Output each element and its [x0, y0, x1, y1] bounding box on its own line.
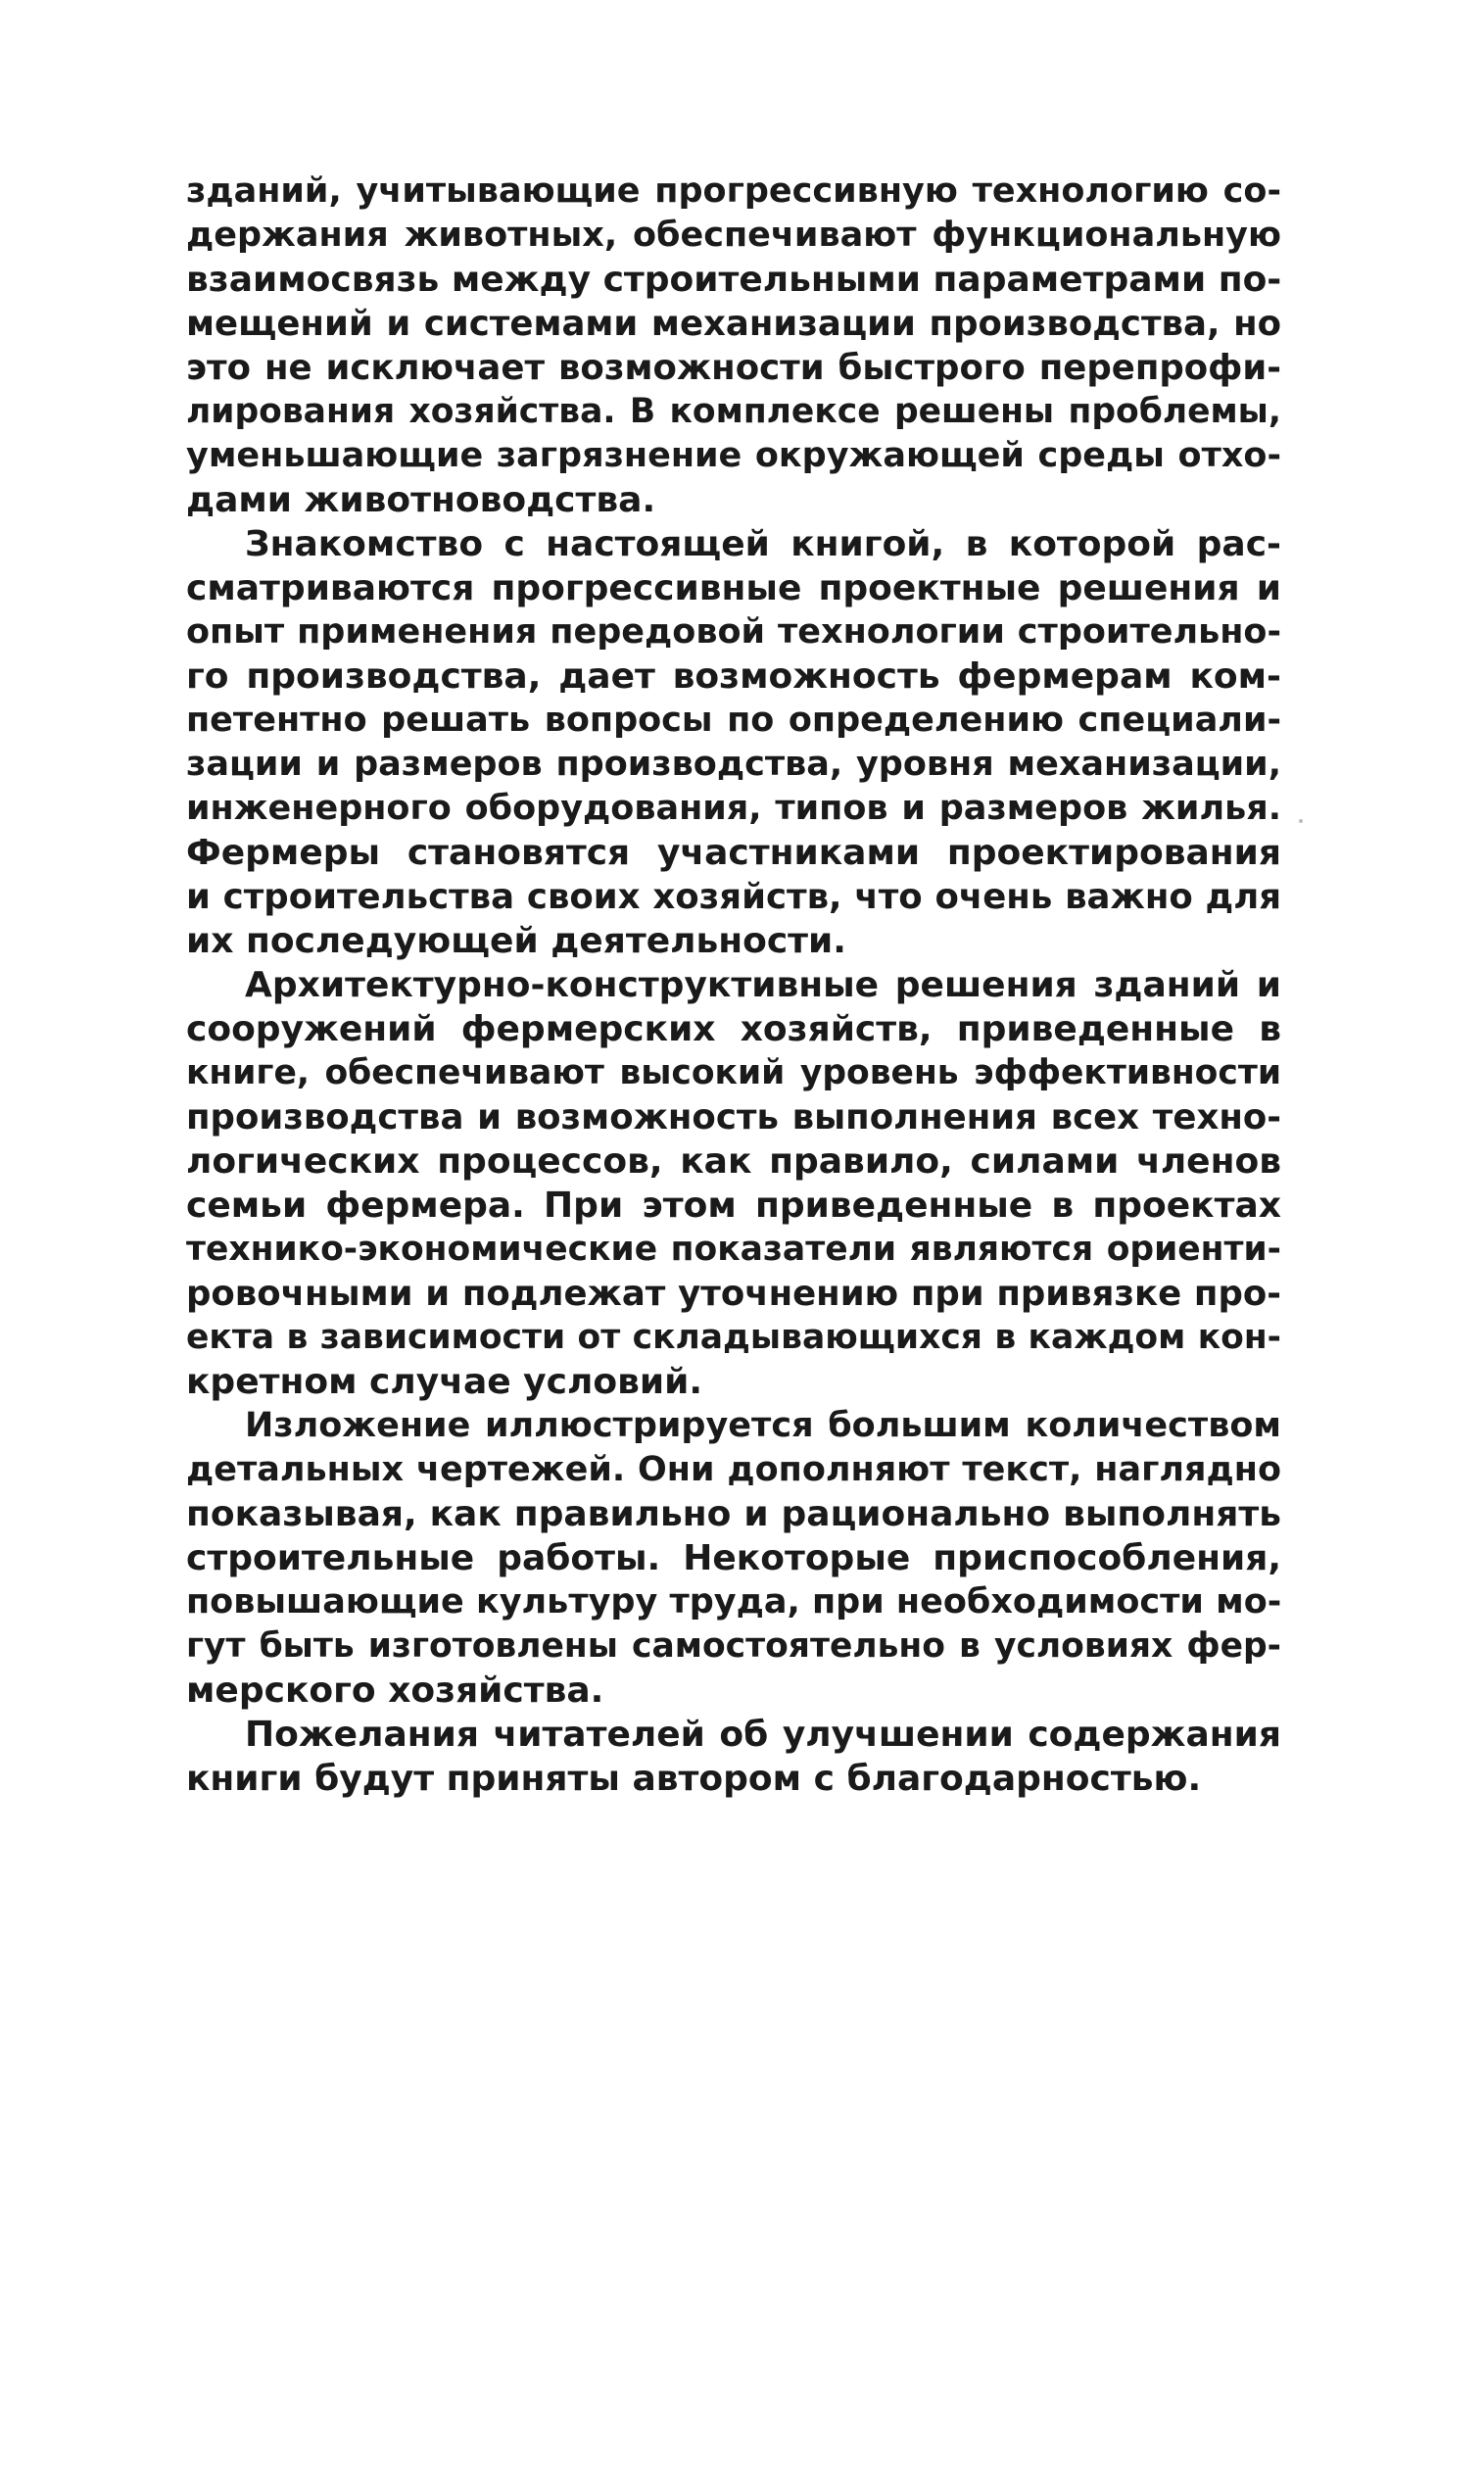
text-line: инженерного оборудования, типов и размеров жилья. [186, 789, 1281, 828]
text-line: сооружений фермерских хозяйств, приведенные в [186, 1009, 1281, 1049]
scan-speck [1299, 819, 1303, 823]
text-line: ровочными и подлежат уточнению при привязке про- [186, 1274, 1281, 1314]
text-line: дами животноводства. [186, 480, 656, 520]
paragraph-4 [186, 1404, 1281, 1713]
text-line: и строительства своих хозяйств, что очень важно для [186, 877, 1281, 917]
text-line: мерского хозяйства. [186, 1670, 604, 1711]
paragraph-1 [186, 169, 1281, 522]
text-line: мещений и системами механизации производства, но [186, 304, 1281, 344]
text-line: производства и возможность выполнения всех техно- [186, 1097, 1281, 1138]
text-line: Архитектурно-конструктивные решения зданий и [245, 965, 1281, 1005]
text-line: Фермеры становятся участниками проектирования [186, 833, 1281, 873]
text-line: взаимосвязь между строительными параметрами по- [186, 260, 1282, 300]
text-line: лирования хозяйства. В комплексе решены проблемы, [186, 392, 1281, 431]
text-line: держания животных, обеспечивают функциональную [186, 216, 1281, 255]
paragraph-2 [186, 522, 1281, 963]
text-line: Знакомство с настоящей книгой, в которой рас- [245, 524, 1281, 564]
text-line: Изложение иллюстрируется большим количеством [245, 1406, 1281, 1445]
text-line: семьи фермера. При этом приведенные в проектах [186, 1186, 1281, 1226]
body-text [186, 169, 1281, 1801]
text-line: го производства, дает возможность фермерам ком- [186, 656, 1281, 697]
paragraph-3 [186, 963, 1281, 1404]
text-line: Пожелания читателей об улучшении содержания [245, 1715, 1281, 1755]
text-line: книге, обеспечивают высокий уровень эффективности [186, 1053, 1281, 1092]
text-line: повышающие культуру труда, при необходимости мо- [186, 1582, 1282, 1622]
text-line: петентно решать вопросы по определению специали- [186, 701, 1281, 740]
text-line: екта в зависимости от складывающихся в каждом кон- [186, 1318, 1281, 1357]
text-line: показывая, как правильно и рационально выполнять [186, 1494, 1281, 1534]
text-line: книги будут приняты автором с благодарностью. [186, 1759, 1202, 1799]
text-line: уменьшающие загрязнение окружающей среды отхо- [186, 436, 1281, 475]
text-line: строительные работы. Некоторые приспособления, [186, 1538, 1281, 1578]
text-line: это не исключает возможности быстрого перепрофи- [186, 348, 1281, 388]
text-line: гут быть изготовлены самостоятельно в условиях фер- [186, 1626, 1281, 1666]
text-line: логических процессов, как правило, силами членов [186, 1141, 1281, 1182]
paragraph-5 [186, 1713, 1281, 1801]
text-line: зданий, учитывающие прогрессивную технологию со- [186, 171, 1281, 211]
text-line: технико-экономические показатели являются ориенти- [186, 1230, 1281, 1269]
text-line: кретном случае условий. [186, 1362, 702, 1402]
text-line: их последующей деятельности. [186, 921, 846, 961]
text-line: детальных чертежей. Они дополняют текст, наглядно [186, 1450, 1281, 1489]
text-line: зации и размеров производства, уровня механизации, [186, 745, 1281, 784]
text-line: опыт применения передовой технологии строительно- [186, 612, 1281, 652]
text-line: сматриваются прогрессивные проектные решения и [186, 568, 1281, 608]
